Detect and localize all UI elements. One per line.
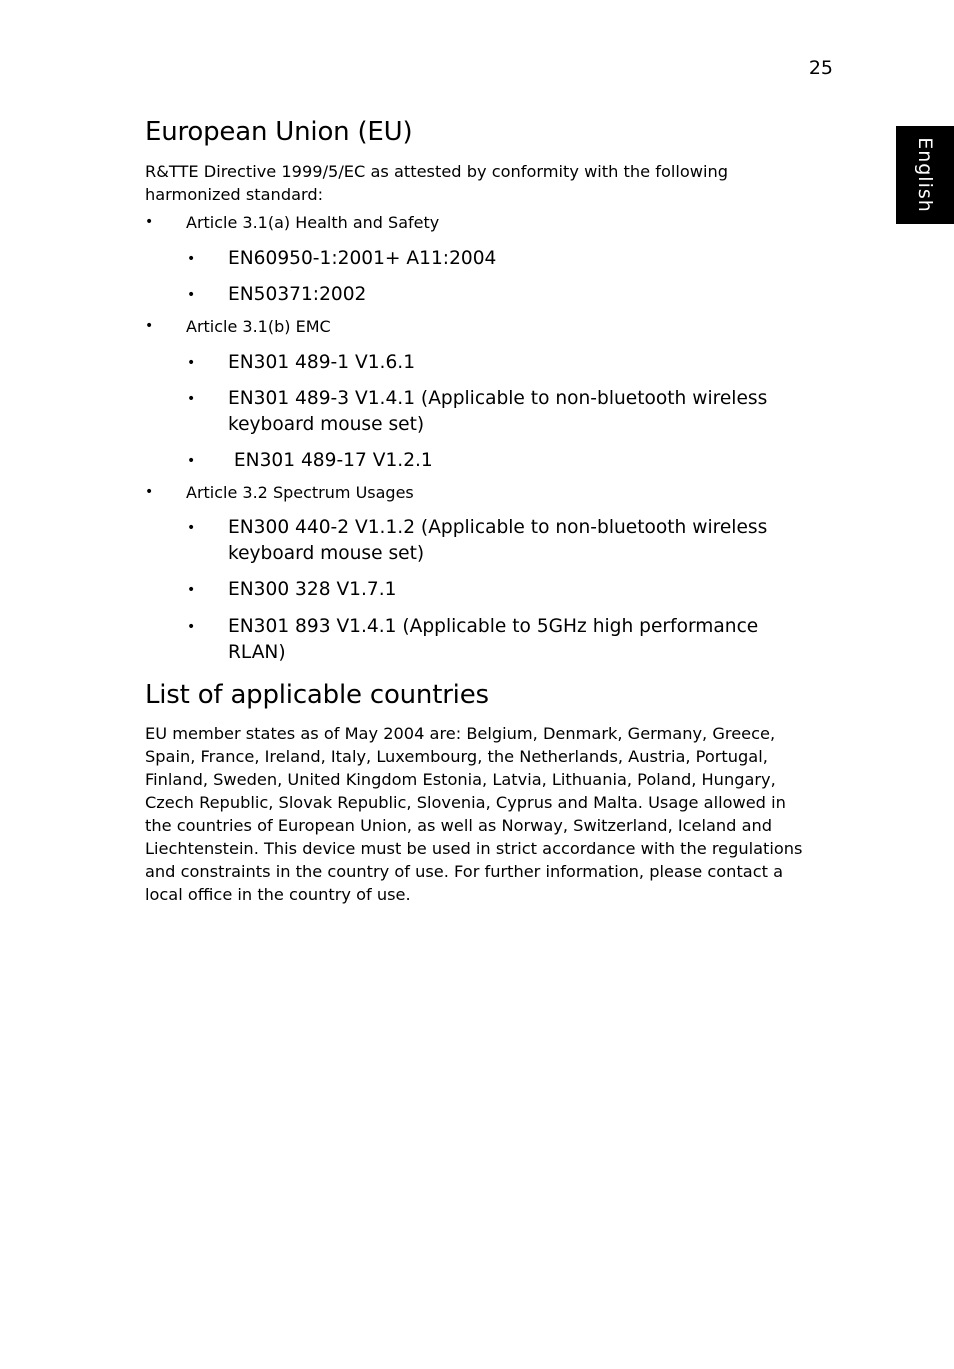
standard-item-continuation: RLAN) [228,642,286,663]
page-number: 25 [808,57,833,79]
intro-line-1: R&TTE Directive 1999/5/EC as attested by conformity with the following [145,162,729,181]
bullet-marker: • [145,214,154,230]
language-tab-label: English [914,137,936,213]
countries-line-8: local office in the country of use. [145,885,411,904]
countries-line-3: Finland, Sweden, United Kingdom Estonia, Latvia, Lithuania, Poland, Hungary, [145,770,776,789]
countries-line-4: Czech Republic, Slovak Republic, Slovenia, Cyprus and Malta. Usage allowed in [145,793,786,812]
bullet-marker: • [187,619,196,635]
standard-item: EN50371:2002 [228,284,367,305]
section-heading-eu: European Union (EU) [145,117,413,147]
standard-item: EN300 440-2 V1.1.2 (Applicable to non-bluetooth wireless [228,517,768,538]
article-3-1a-label: Article 3.1(a) Health and Safety [186,213,440,232]
article-3-1b-label: Article 3.1(b) EMC [186,317,331,336]
bullet-marker: • [187,582,196,598]
bullet-marker: • [145,318,154,334]
standard-item: EN301 489-1 V1.6.1 [228,352,416,373]
standard-item: EN60950-1:2001+ A11:2004 [228,248,497,269]
article-3-2-label: Article 3.2 Spectrum Usages [186,483,414,502]
countries-line-2: Spain, France, Ireland, Italy, Luxembourg, the Netherlands, Austria, Portugal, [145,747,768,766]
countries-line-1: EU member states as of May 2004 are: Belgium, Denmark, Germany, Greece, [145,724,776,743]
standard-item: EN301 489-3 V1.4.1 (Applicable to non-bluetooth wireless [228,388,768,409]
bullet-marker: • [187,355,196,371]
intro-line-2: harmonized standard: [145,185,324,204]
bullet-marker: • [187,287,196,303]
countries-line-5: the countries of European Union, as well as Norway, Switzerland, Iceland and [145,816,773,835]
language-tab [896,126,954,224]
countries-line-6: Liechtenstein. This device must be used in strict accordance with the regulations [145,839,803,858]
bullet-marker: • [187,251,196,267]
standard-item: EN301 893 V1.4.1 (Applicable to 5GHz high performance [228,616,759,637]
standard-item-continuation: keyboard mouse set) [228,414,425,435]
standard-item-continuation: keyboard mouse set) [228,543,425,564]
bullet-marker: • [187,453,196,469]
countries-line-7: and constraints in the country of use. For further information, please contact a [145,862,784,881]
bullet-marker: • [145,484,154,500]
section-heading-countries: List of applicable countries [145,680,489,710]
standard-item: EN301 489-17 V1.2.1 [228,450,433,471]
standard-item: EN300 328 V1.7.1 [228,579,397,600]
bullet-marker: • [187,391,196,407]
bullet-marker: • [187,520,196,536]
